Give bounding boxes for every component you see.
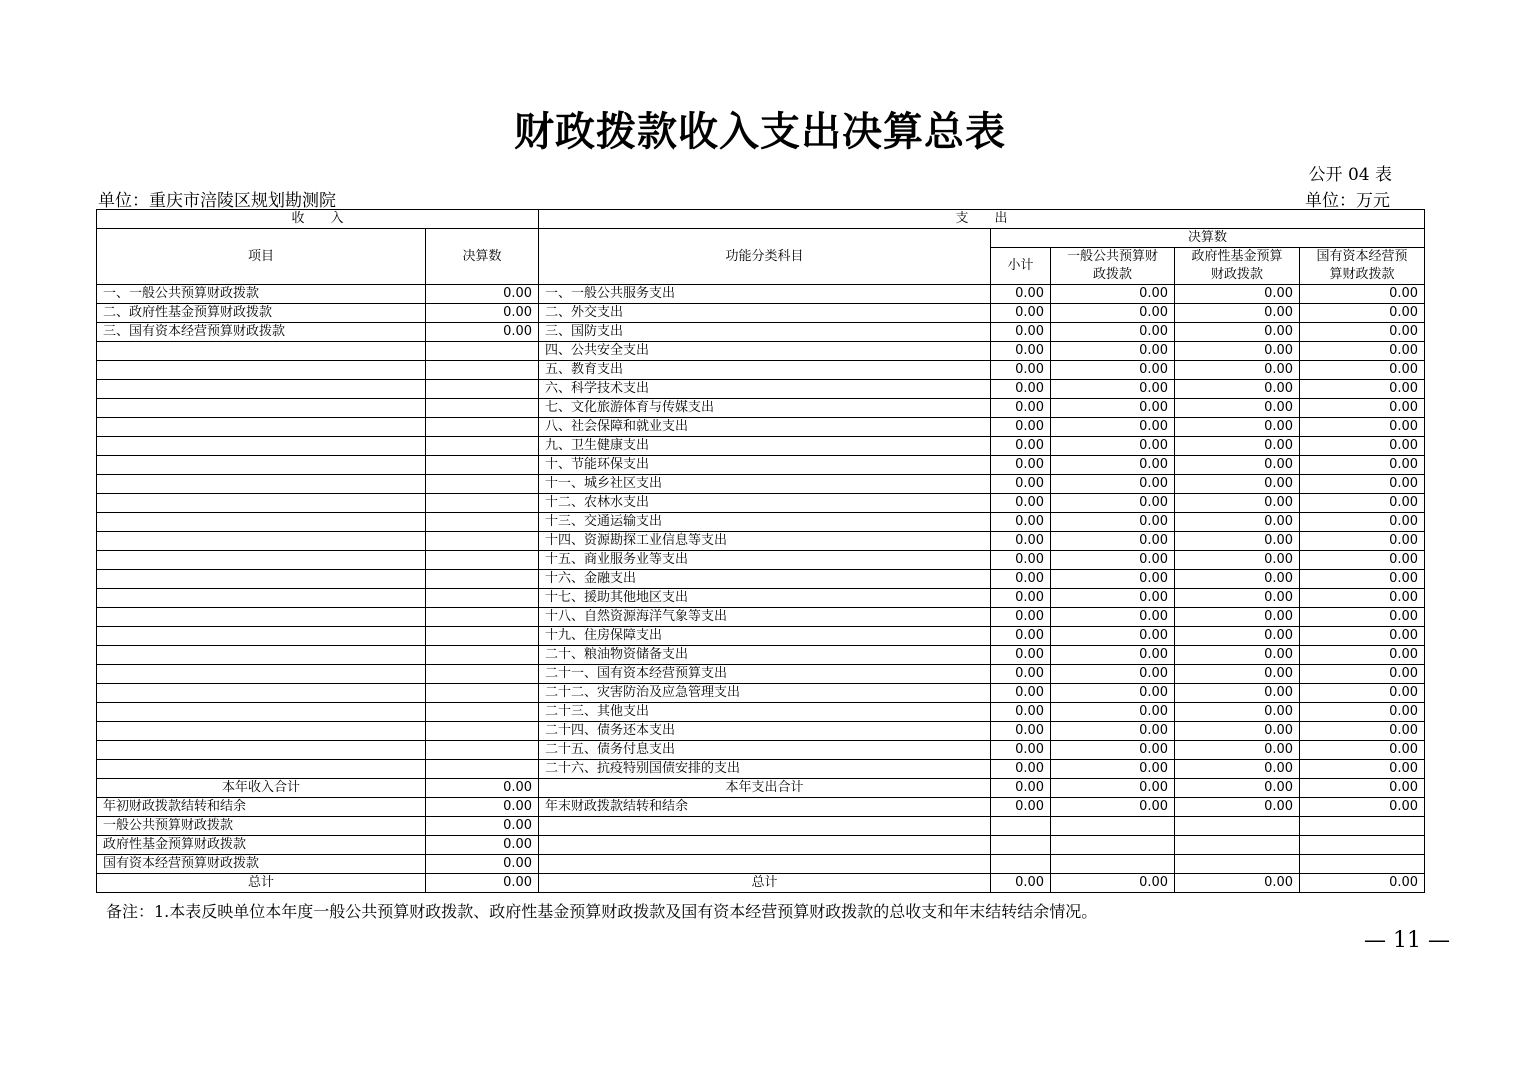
- expense-value-cell: 0.00: [991, 703, 1051, 722]
- empty-cell: [991, 836, 1051, 855]
- expense-value-cell: 0.00: [1051, 456, 1175, 475]
- expense-value-cell: 0.00: [1175, 399, 1300, 418]
- expense-value-cell: 0.00: [1300, 475, 1425, 494]
- header-row-1: [97, 210, 1425, 229]
- expense-item-cell: 七、文化旅游体育与传媒支出: [539, 399, 991, 418]
- table-row: [97, 684, 1425, 703]
- empty-cell: [97, 399, 426, 418]
- expense-value-cell: 0.00: [1175, 798, 1300, 817]
- empty-cell: [426, 684, 539, 703]
- expense-value-cell: 0.00: [1300, 456, 1425, 475]
- expense-value-cell: 0.00: [1051, 342, 1175, 361]
- expense-value-cell: 0.00: [991, 437, 1051, 456]
- empty-cell: [426, 380, 539, 399]
- table-row: [97, 722, 1425, 741]
- empty-cell: [991, 855, 1051, 874]
- empty-cell: [991, 817, 1051, 836]
- expense-value-cell: 0.00: [1300, 798, 1425, 817]
- empty-cell: [97, 532, 426, 551]
- table-row: [97, 760, 1425, 779]
- empty-cell: [97, 494, 426, 513]
- expense-item-cell: 二十二、灾害防治及应急管理支出: [539, 684, 991, 703]
- expense-value-cell: 0.00: [1051, 532, 1175, 551]
- carry-in-sub-label: 政府性基金预算财政拨款: [97, 836, 426, 855]
- expense-item-cell: 二十五、债务付息支出: [539, 741, 991, 760]
- general-budget-header-line1: 一般公共预算财: [1067, 249, 1159, 264]
- expense-value-cell: 0.00: [1300, 627, 1425, 646]
- expense-value-cell: 0.00: [1300, 665, 1425, 684]
- expense-value-cell: 0.00: [1175, 608, 1300, 627]
- empty-cell: [97, 456, 426, 475]
- expense-value-cell: 0.00: [1051, 703, 1175, 722]
- expense-item-cell: 二十三、其他支出: [539, 703, 991, 722]
- expense-value-cell: 0.00: [1051, 779, 1175, 798]
- table-row: [97, 342, 1425, 361]
- table-row: [97, 475, 1425, 494]
- expense-item-cell: 一、一般公共服务支出: [539, 285, 991, 304]
- expense-value-cell: 0.00: [1051, 760, 1175, 779]
- empty-cell: [1051, 855, 1175, 874]
- expense-value-cell: 0.00: [991, 513, 1051, 532]
- expense-value-cell: 0.00: [1175, 570, 1300, 589]
- table-row: [97, 551, 1425, 570]
- expense-value-cell: 0.00: [1175, 684, 1300, 703]
- expense-value-cell: 0.00: [1300, 551, 1425, 570]
- table-row: [97, 627, 1425, 646]
- expense-value-cell: 0.00: [1300, 532, 1425, 551]
- expense-value-cell: 0.00: [1175, 418, 1300, 437]
- expense-value-cell: 0.00: [1300, 760, 1425, 779]
- expense-item-cell: 十六、金融支出: [539, 570, 991, 589]
- empty-cell: [97, 722, 426, 741]
- expense-item-cell: 十、节能环保支出: [539, 456, 991, 475]
- general-budget-header: [1051, 248, 1175, 285]
- grand-total-row: [97, 874, 1425, 893]
- empty-cell: [426, 570, 539, 589]
- expense-value-cell: 0.00: [1300, 418, 1425, 437]
- expense-value-cell: 0.00: [1175, 703, 1300, 722]
- empty-cell: [97, 437, 426, 456]
- soe-capital-header: [1300, 248, 1425, 285]
- empty-cell: [426, 437, 539, 456]
- expense-item-cell: 十一、城乡社区支出: [539, 475, 991, 494]
- income-item-cell: 三、国有资本经营预算财政拨款: [97, 323, 426, 342]
- carry-row: [97, 798, 1425, 817]
- expense-value-cell: 0.00: [1300, 342, 1425, 361]
- expense-value-cell: 0.00: [991, 494, 1051, 513]
- gov-fund-header: [1175, 248, 1300, 285]
- expense-value-cell: 0.00: [1300, 608, 1425, 627]
- income-total-label: 本年收入合计: [97, 779, 426, 798]
- expense-value-cell: 0.00: [1051, 874, 1175, 893]
- empty-cell: [1300, 836, 1425, 855]
- expense-value-cell: 0.00: [991, 665, 1051, 684]
- table-row: [97, 456, 1425, 475]
- expense-value-cell: 0.00: [1051, 475, 1175, 494]
- empty-cell: [539, 817, 991, 836]
- empty-cell: [426, 627, 539, 646]
- empty-cell: [426, 418, 539, 437]
- empty-cell: [426, 665, 539, 684]
- expense-item-cell: 二十四、债务还本支出: [539, 722, 991, 741]
- expense-value-cell: 0.00: [1175, 304, 1300, 323]
- expense-value-cell: 0.00: [1051, 304, 1175, 323]
- empty-cell: [426, 361, 539, 380]
- expense-value-cell: 0.00: [1051, 418, 1175, 437]
- income-value-cell: 0.00: [426, 304, 539, 323]
- expense-value-cell: 0.00: [1175, 646, 1300, 665]
- footnote: 备注：1.本表反映单位本年度一般公共预算财政拨款、政府性基金预算财政拨款及国有资本经营预算财政拨款的总收支和年末结转结余情况。: [106, 902, 1098, 921]
- table-row: [97, 665, 1425, 684]
- expense-item-cell: 十四、资源勘探工业信息等支出: [539, 532, 991, 551]
- general-budget-header-line2: 政拨款: [1093, 267, 1133, 282]
- expense-value-cell: 0.00: [1175, 323, 1300, 342]
- carry-sub-row: [97, 836, 1425, 855]
- expense-value-cell: 0.00: [1175, 342, 1300, 361]
- carry-in-sub-value: 0.00: [426, 836, 539, 855]
- empty-cell: [97, 380, 426, 399]
- expense-item-cell: 二、外交支出: [539, 304, 991, 323]
- carry-sub-row: [97, 855, 1425, 874]
- expense-value-cell: 0.00: [1175, 722, 1300, 741]
- income-header: 收 入: [97, 210, 539, 229]
- func-header: 功能分类科目: [539, 229, 991, 285]
- table-row: [97, 437, 1425, 456]
- table-row: [97, 304, 1425, 323]
- table-row: [97, 399, 1425, 418]
- empty-cell: [97, 741, 426, 760]
- table-row: [97, 646, 1425, 665]
- expense-item-cell: 十二、农林水支出: [539, 494, 991, 513]
- expense-total-label: 本年支出合计: [539, 779, 991, 798]
- empty-cell: [426, 475, 539, 494]
- income-value-cell: 0.00: [426, 323, 539, 342]
- carry-in-value: 0.00: [426, 798, 539, 817]
- expense-value-cell: 0.00: [991, 646, 1051, 665]
- table-row: [97, 361, 1425, 380]
- expense-item-cell: 五、教育支出: [539, 361, 991, 380]
- expense-value-cell: 0.00: [1175, 437, 1300, 456]
- expense-value-cell: 0.00: [1175, 494, 1300, 513]
- table-row: [97, 418, 1425, 437]
- table-row: [97, 703, 1425, 722]
- income-item-cell: 二、政府性基金预算财政拨款: [97, 304, 426, 323]
- empty-cell: [97, 418, 426, 437]
- expense-value-cell: 0.00: [1300, 779, 1425, 798]
- gov-fund-header-line1: 政府性基金预算: [1191, 249, 1283, 264]
- expense-value-cell: 0.00: [1051, 646, 1175, 665]
- expense-item-cell: 十三、交通运输支出: [539, 513, 991, 532]
- grand-income-value: 0.00: [426, 874, 539, 893]
- empty-cell: [97, 684, 426, 703]
- empty-cell: [426, 646, 539, 665]
- table-row: [97, 494, 1425, 513]
- expense-value-cell: 0.00: [1051, 380, 1175, 399]
- expense-value-cell: 0.00: [1051, 608, 1175, 627]
- expense-value-cell: 0.00: [1051, 437, 1175, 456]
- expense-value-cell: 0.00: [1300, 646, 1425, 665]
- empty-cell: [426, 722, 539, 741]
- expense-value-cell: 0.00: [1300, 323, 1425, 342]
- expense-value-cell: 0.00: [991, 760, 1051, 779]
- expense-value-cell: 0.00: [1175, 361, 1300, 380]
- form-code: 公开 04 表: [1308, 165, 1392, 185]
- expense-value-cell: 0.00: [1175, 285, 1300, 304]
- expense-value-cell: 0.00: [991, 779, 1051, 798]
- table-row: [97, 532, 1425, 551]
- expense-value-cell: 0.00: [991, 874, 1051, 893]
- expense-value-cell: 0.00: [1051, 323, 1175, 342]
- expense-value-cell: 0.00: [991, 361, 1051, 380]
- expense-value-cell: 0.00: [1175, 380, 1300, 399]
- expense-value-cell: 0.00: [1175, 513, 1300, 532]
- expense-value-cell: 0.00: [1051, 798, 1175, 817]
- empty-cell: [1175, 855, 1300, 874]
- gov-fund-header-line2: 财政拨款: [1211, 267, 1264, 282]
- expense-value-cell: 0.00: [1300, 589, 1425, 608]
- empty-cell: [539, 855, 991, 874]
- empty-cell: [97, 608, 426, 627]
- subtotal-header: 小计: [991, 248, 1051, 285]
- empty-cell: [426, 741, 539, 760]
- expense-value-cell: 0.00: [1175, 627, 1300, 646]
- table-row: [97, 570, 1425, 589]
- soe-capital-header-line2: 算财政拨款: [1329, 267, 1395, 282]
- expense-item-cell: 九、卫生健康支出: [539, 437, 991, 456]
- empty-cell: [426, 608, 539, 627]
- expense-value-cell: 0.00: [1300, 570, 1425, 589]
- empty-cell: [97, 551, 426, 570]
- empty-cell: [426, 342, 539, 361]
- expense-value-cell: 0.00: [1175, 456, 1300, 475]
- expense-value-cell: 0.00: [1175, 551, 1300, 570]
- expense-value-cell: 0.00: [1300, 399, 1425, 418]
- expense-value-cell: 0.00: [1051, 722, 1175, 741]
- empty-cell: [97, 760, 426, 779]
- carry-in-sub-value: 0.00: [426, 855, 539, 874]
- empty-cell: [1300, 817, 1425, 836]
- currency-unit: 单位：万元: [1305, 191, 1390, 211]
- header-row-2: [97, 229, 1425, 248]
- empty-cell: [97, 627, 426, 646]
- empty-cell: [97, 646, 426, 665]
- expense-value-cell: 0.00: [1300, 722, 1425, 741]
- expense-value-cell: 0.00: [1175, 532, 1300, 551]
- expense-value-cell: 0.00: [1175, 589, 1300, 608]
- expense-value-cell: 0.00: [1051, 399, 1175, 418]
- expense-value-cell: 0.00: [1051, 551, 1175, 570]
- expense-value-cell: 0.00: [1051, 361, 1175, 380]
- expense-value-cell: 0.00: [1051, 741, 1175, 760]
- income-value-cell: 0.00: [426, 285, 539, 304]
- unit-name: 单位：重庆市涪陵区规划勘测院: [98, 191, 336, 211]
- expense-value-cell: 0.00: [991, 342, 1051, 361]
- table-row: [97, 513, 1425, 532]
- expense-value-cell: 0.00: [1300, 494, 1425, 513]
- table-row: [97, 285, 1425, 304]
- expense-value-cell: 0.00: [1051, 665, 1175, 684]
- expense-value-cell: 0.00: [1300, 874, 1425, 893]
- expense-item-cell: 二十、粮油物资储备支出: [539, 646, 991, 665]
- expense-value-cell: 0.00: [1175, 475, 1300, 494]
- expense-value-cell: 0.00: [1300, 437, 1425, 456]
- carry-sub-row: [97, 817, 1425, 836]
- carry-in-sub-value: 0.00: [426, 817, 539, 836]
- expense-item-cell: 三、国防支出: [539, 323, 991, 342]
- expense-value-cell: 0.00: [991, 418, 1051, 437]
- expense-item-cell: 十八、自然资源海洋气象等支出: [539, 608, 991, 627]
- expense-value-cell: 0.00: [991, 551, 1051, 570]
- total-row: [97, 779, 1425, 798]
- expense-value-cell: 0.00: [1051, 494, 1175, 513]
- expense-value-cell: 0.00: [991, 304, 1051, 323]
- expense-value-cell: 0.00: [1175, 665, 1300, 684]
- expense-value-cell: 0.00: [991, 684, 1051, 703]
- expense-value-cell: 0.00: [1051, 684, 1175, 703]
- page-number: — 11 —: [1364, 928, 1450, 953]
- expense-value-cell: 0.00: [991, 380, 1051, 399]
- expense-value-cell: 0.00: [991, 323, 1051, 342]
- empty-cell: [426, 399, 539, 418]
- expense-value-cell: 0.00: [1051, 513, 1175, 532]
- expense-value-cell: 0.00: [991, 608, 1051, 627]
- empty-cell: [1175, 817, 1300, 836]
- expense-value-cell: 0.00: [991, 798, 1051, 817]
- empty-cell: [97, 361, 426, 380]
- empty-cell: [426, 494, 539, 513]
- expense-value-cell: 0.00: [1300, 285, 1425, 304]
- expense-value-cell: 0.00: [991, 570, 1051, 589]
- expense-header: 支 出: [539, 210, 1425, 229]
- empty-cell: [97, 665, 426, 684]
- expense-item-cell: 八、社会保障和就业支出: [539, 418, 991, 437]
- expense-value-cell: 0.00: [1300, 361, 1425, 380]
- empty-cell: [426, 551, 539, 570]
- expense-value-cell: 0.00: [1051, 570, 1175, 589]
- empty-cell: [97, 703, 426, 722]
- table-row: [97, 380, 1425, 399]
- carry-out-label: 年末财政拨款结转和结余: [539, 798, 991, 817]
- expense-value-cell: 0.00: [1051, 627, 1175, 646]
- jss-header: 决算数: [991, 229, 1425, 248]
- empty-cell: [539, 836, 991, 855]
- expense-value-cell: 0.00: [1175, 779, 1300, 798]
- expense-item-cell: 四、公共安全支出: [539, 342, 991, 361]
- expense-value-cell: 0.00: [1175, 760, 1300, 779]
- expense-value-cell: 0.00: [991, 722, 1051, 741]
- table-row: [97, 589, 1425, 608]
- empty-cell: [426, 760, 539, 779]
- grand-income-label: 总计: [97, 874, 426, 893]
- carry-in-label: 年初财政拨款结转和结余: [97, 798, 426, 817]
- budget-summary-table: [96, 209, 1425, 893]
- empty-cell: [97, 513, 426, 532]
- expense-value-cell: 0.00: [1300, 684, 1425, 703]
- empty-cell: [97, 475, 426, 494]
- grand-expense-label: 总计: [539, 874, 991, 893]
- expense-value-cell: 0.00: [1300, 380, 1425, 399]
- item-header: 项目: [97, 229, 426, 285]
- expense-value-cell: 0.00: [1300, 741, 1425, 760]
- expense-value-cell: 0.00: [1051, 589, 1175, 608]
- expense-value-cell: 0.00: [991, 532, 1051, 551]
- expense-item-cell: 十七、援助其他地区支出: [539, 589, 991, 608]
- expense-value-cell: 0.00: [991, 589, 1051, 608]
- empty-cell: [426, 703, 539, 722]
- empty-cell: [426, 589, 539, 608]
- expense-item-cell: 十五、商业服务业等支出: [539, 551, 991, 570]
- soe-capital-header-line1: 国有资本经营预: [1316, 249, 1408, 264]
- expense-value-cell: 0.00: [991, 456, 1051, 475]
- empty-cell: [426, 513, 539, 532]
- page-title: 财政拨款收入支出决算总表: [514, 108, 1006, 155]
- expense-item-cell: 二十六、抗疫特别国债安排的支出: [539, 760, 991, 779]
- expense-value-cell: 0.00: [1175, 741, 1300, 760]
- expense-value-cell: 0.00: [1300, 513, 1425, 532]
- empty-cell: [1175, 836, 1300, 855]
- table-row: [97, 741, 1425, 760]
- empty-cell: [1051, 817, 1175, 836]
- expense-value-cell: 0.00: [991, 285, 1051, 304]
- empty-cell: [426, 456, 539, 475]
- amount-header: 决算数: [426, 229, 539, 285]
- expense-value-cell: 0.00: [1300, 304, 1425, 323]
- income-item-cell: 一、一般公共预算财政拨款: [97, 285, 426, 304]
- empty-cell: [97, 589, 426, 608]
- carry-in-sub-label: 国有资本经营预算财政拨款: [97, 855, 426, 874]
- expense-value-cell: 0.00: [1051, 285, 1175, 304]
- carry-in-sub-label: 一般公共预算财政拨款: [97, 817, 426, 836]
- income-total-value: 0.00: [426, 779, 539, 798]
- empty-cell: [426, 532, 539, 551]
- expense-item-cell: 二十一、国有资本经营预算支出: [539, 665, 991, 684]
- expense-value-cell: 0.00: [991, 627, 1051, 646]
- expense-value-cell: 0.00: [991, 475, 1051, 494]
- empty-cell: [97, 570, 426, 589]
- expense-value-cell: 0.00: [1300, 703, 1425, 722]
- table-row: [97, 608, 1425, 627]
- empty-cell: [1300, 855, 1425, 874]
- expense-value-cell: 0.00: [1175, 874, 1300, 893]
- table-row: [97, 323, 1425, 342]
- empty-cell: [1051, 836, 1175, 855]
- expense-value-cell: 0.00: [991, 399, 1051, 418]
- expense-item-cell: 六、科学技术支出: [539, 380, 991, 399]
- empty-cell: [97, 342, 426, 361]
- expense-value-cell: 0.00: [991, 741, 1051, 760]
- expense-item-cell: 十九、住房保障支出: [539, 627, 991, 646]
